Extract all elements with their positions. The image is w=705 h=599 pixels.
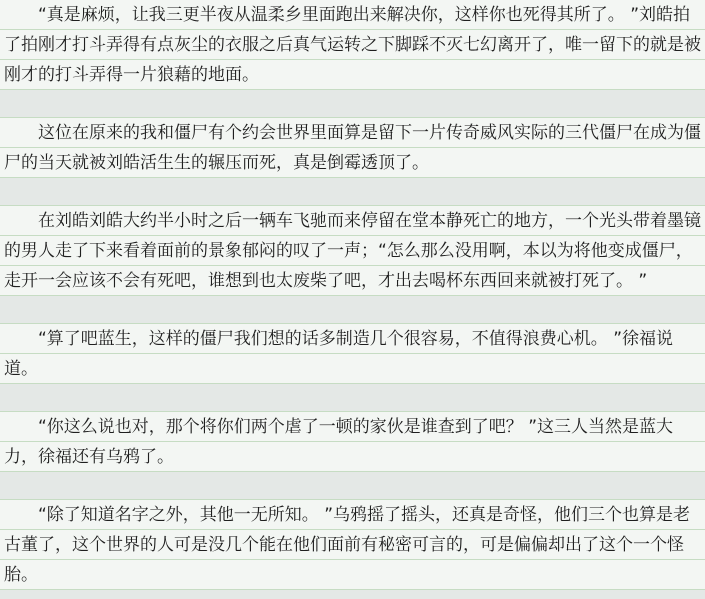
novel-paragraph: 在刘皓刘皓大约半小时之后一辆车飞驰而来停留在堂本静死亡的地方，一个光头带着墨镜的男人走了下来看着面前的景象郁闷的叹了一声；“怎么那么没用啊，本以为将他变成僵尸，走开一会应该不会有死吧，谁想到也太废柴了吧，才出去喝杯东西回来就被打死了。 ” [0,206,705,296]
paragraph-spacer [0,178,705,206]
paragraph-spacer [0,472,705,500]
novel-paragraph: “你这么说也对，那个将你们两个虐了一顿的家伙是谁查到了吧？ ”这三人当然是蓝大力，徐福还有乌鸦了。 [0,412,705,472]
paragraph-spacer [0,296,705,324]
paragraph-spacer [0,90,705,118]
novel-paragraph: “算了吧蓝生，这样的僵尸我们想的话多制造几个很容易，不值得浪费心机。 ”徐福说道。 [0,324,705,384]
novel-paragraph: “真是麻烦，让我三更半夜从温柔乡里面跑出来解决你，这样你也死得其所了。 ”刘皓拍了拍刚才打斗弄得有点灰尘的衣服之后真气运转之下脚踩不灭七幻离开了，唯一留下的就是被刚才的打斗弄得一片狼藉的地面。 [0,0,705,90]
novel-paragraph: 这位在原来的我和僵尸有个约会世界里面算是留下一片传奇威风实际的三代僵尸在成为僵尸的当天就被刘皓活生生的辗压而死，真是倒霉透顶了。 [0,118,705,178]
paragraph-spacer [0,384,705,412]
novel-paragraph: “除了知道名字之外，其他一无所知。 ”乌鸦摇了摇头，还真是奇怪，他们三个也算是老古董了，这个世界的人可是没几个能在他们面前有秘密可言的，可是偏偏却出了这个一个怪胎。 [0,500,705,590]
